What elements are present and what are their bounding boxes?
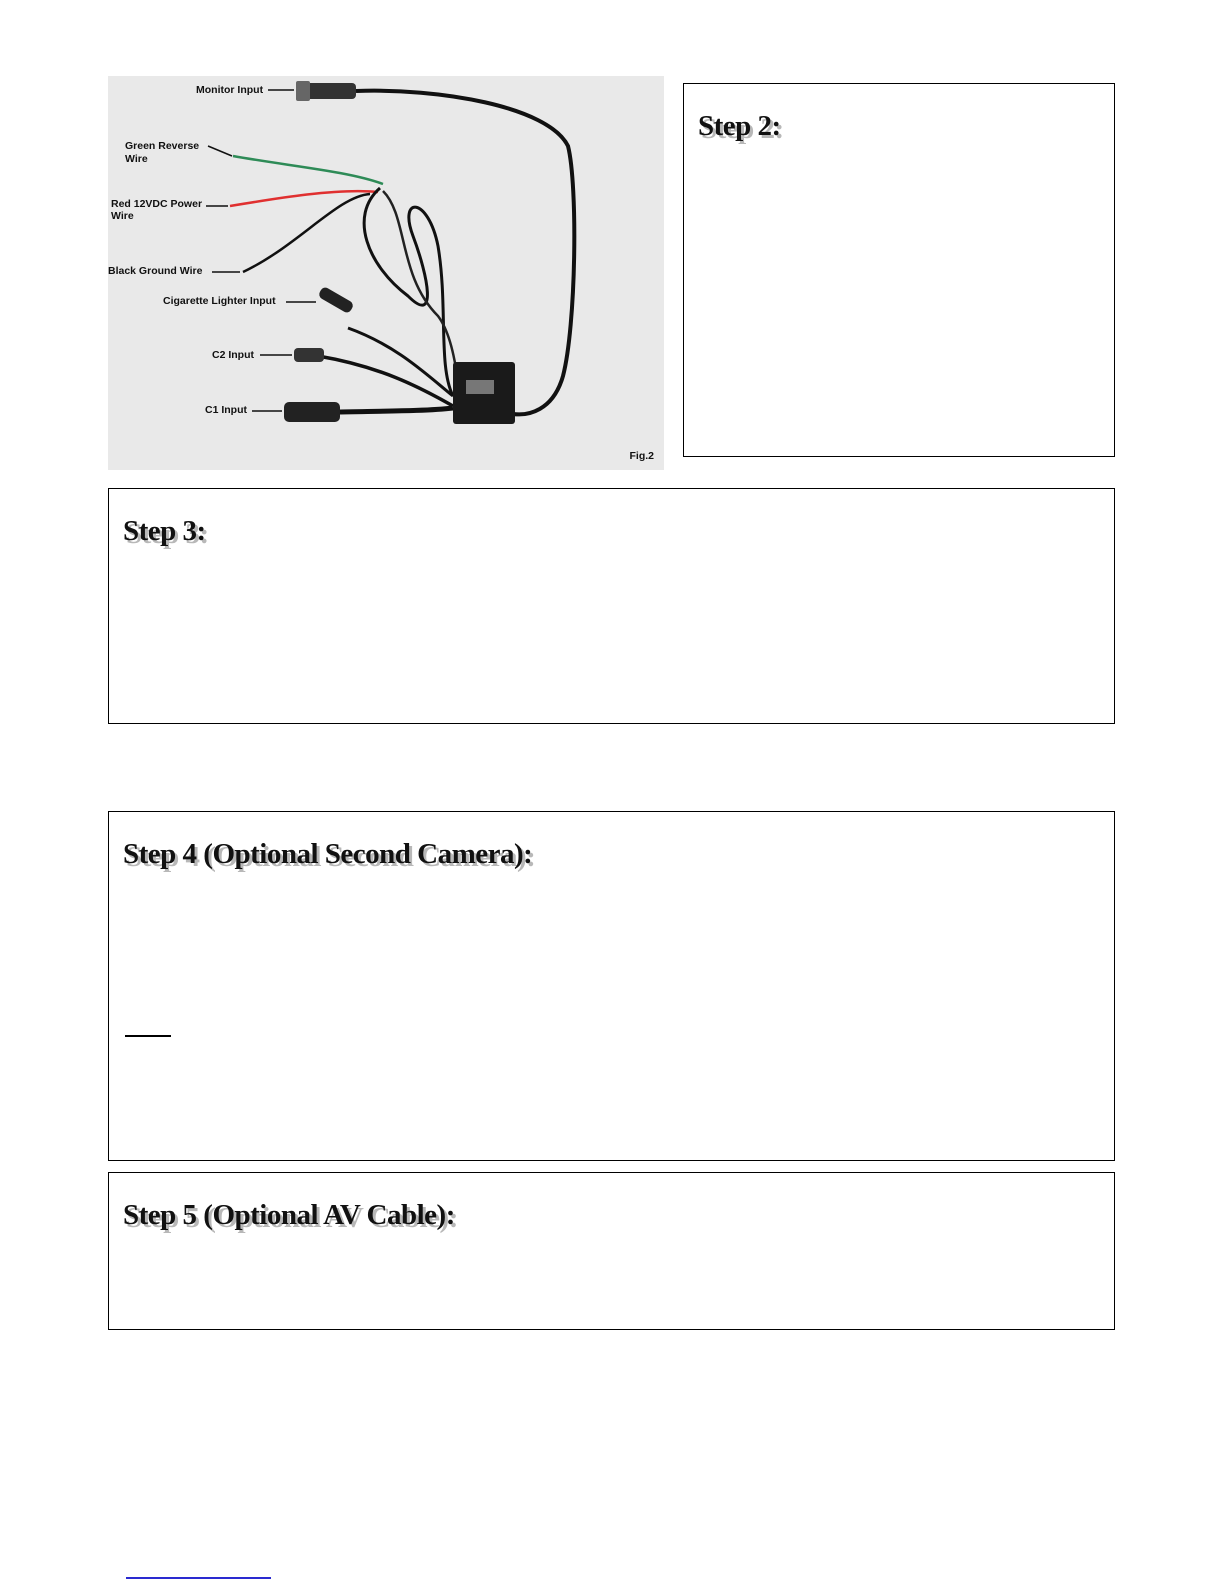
label-green-reverse-1: Green Reverse [125,140,200,152]
step-4-box [108,811,1115,1161]
green-wire [233,156,383,184]
cig-cable [348,328,453,396]
label-c1-input: C1 Input [205,404,247,416]
step-2-box [683,83,1115,457]
coiled-cable [364,188,453,396]
label-red-power-1: Red 12VDC Power [111,198,203,210]
c1-cable [338,408,453,412]
coiled-cable-2 [383,191,460,406]
c1-connector [284,402,340,422]
note-underline [125,1035,171,1037]
junction-box-label [466,380,494,394]
step-3-box [108,488,1115,724]
label-cigarette-lighter: Cigarette Lighter Input [163,295,276,307]
step-2-title: Step 2: [698,110,781,142]
step-5-title: Step 5 (Optional AV Cable): [123,1199,455,1231]
wiring-harness-figure [108,76,664,470]
label-red-power-2: Wire [111,210,134,222]
label-green-reverse-2: Wire [125,153,148,165]
step-4-title: Step 4 (Optional Second Camera): [123,838,533,870]
monitor-connector [304,83,356,99]
black-wire [243,194,370,272]
leader-green [208,146,232,156]
cig-connector [317,286,354,314]
monitor-connector-nut [296,81,310,101]
footer-link-underline [126,1577,271,1579]
c2-connector [294,348,324,362]
figure-caption: Fig.2 [629,450,654,462]
step-3-title: Step 3: [123,515,206,547]
label-monitor-input: Monitor Input [196,84,264,96]
label-black-ground: Black Ground Wire [108,265,203,277]
step-5-box [108,1172,1115,1330]
label-c2-input: C2 Input [212,349,254,361]
